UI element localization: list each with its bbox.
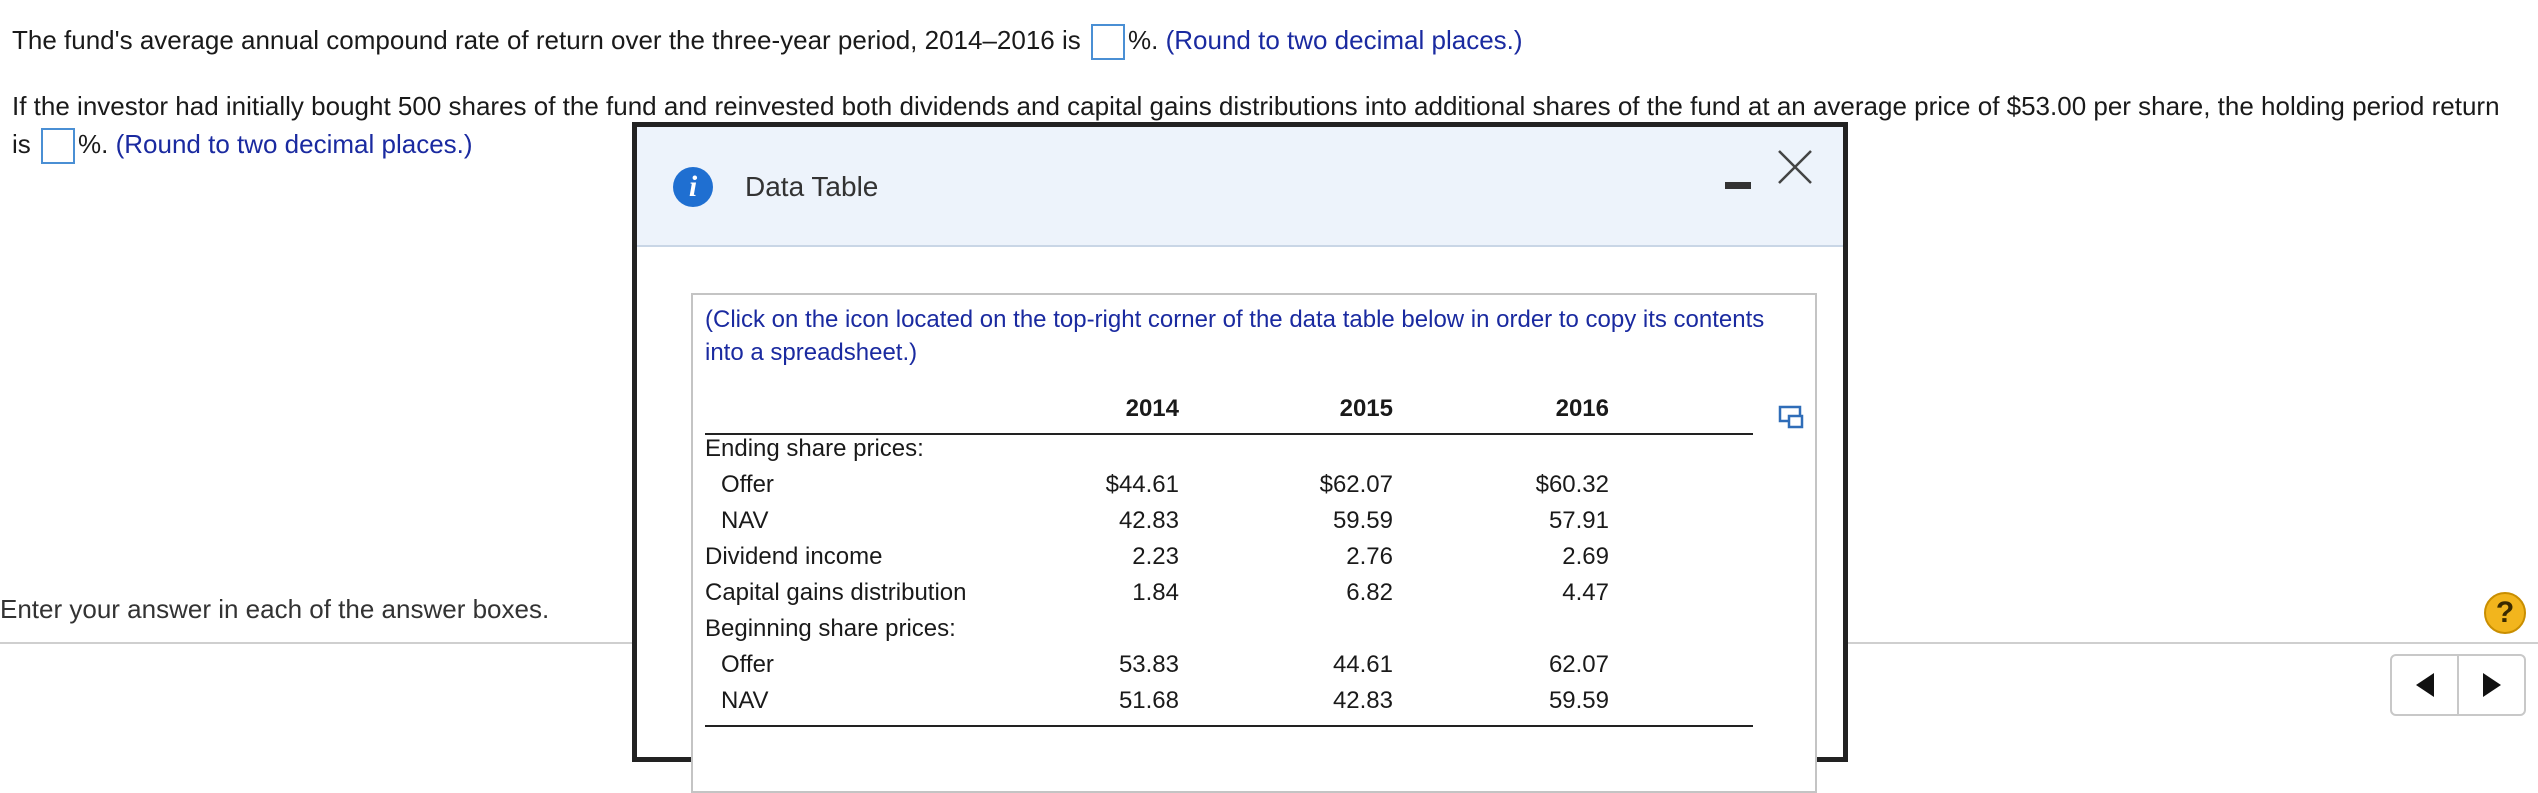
question-line-2 [12, 88, 2500, 124]
rounding-hint-1: (Round to two decimal places.) [1165, 25, 1523, 55]
percent-suffix-2: %. [78, 129, 109, 159]
prev-question-button[interactable] [2392, 656, 2457, 714]
table-cell: 51.68 [1118, 687, 1179, 714]
table-cell: $44.61 [1105, 471, 1179, 498]
row-label: Offer [721, 651, 774, 678]
row-label: NAV [721, 507, 769, 534]
row-label: Capital gains distribution [705, 579, 967, 606]
answer-input-holding-period-return[interactable] [41, 128, 75, 164]
copy-spreadsheet-icon[interactable] [1777, 403, 1805, 431]
table-cell: 42.83 [1332, 687, 1393, 714]
info-icon: i [673, 167, 713, 207]
column-header-2016: 2016 [1555, 395, 1609, 422]
answer-instruction: Enter your answer in each of the answer boxes. [0, 594, 550, 624]
row-label: Offer [721, 471, 774, 498]
question-line-3 [12, 126, 473, 164]
row-label: Dividend income [705, 543, 883, 570]
table-cell: $62.07 [1319, 471, 1393, 498]
data-table-panel [691, 293, 1817, 793]
table-cell: 1.84 [1132, 579, 1179, 606]
table-cell: 44.61 [1332, 651, 1393, 678]
table-row [705, 687, 1753, 723]
table-cell: 59.59 [1548, 687, 1609, 714]
help-icon[interactable]: ? [2484, 592, 2526, 634]
minimize-icon[interactable] [1725, 182, 1751, 189]
table-cell: 4.47 [1562, 579, 1609, 606]
table-cell: 2.23 [1132, 543, 1179, 570]
copy-instruction: (Click on the icon located on the top-right corner of the data table below in order to copy its contents into a spreadsheet.) [705, 306, 1765, 366]
table-cell: 2.69 [1562, 543, 1609, 570]
next-question-button[interactable] [2457, 656, 2524, 714]
table-row [705, 435, 1753, 471]
question-line-1 [12, 22, 1523, 60]
percent-suffix-1: %. [1128, 25, 1159, 55]
column-header-2014: 2014 [1125, 395, 1179, 422]
table-row [705, 507, 1753, 543]
question-text-2: If the investor had initially bought 500 shares of the fund and reinvested both dividends and capital gains distributions into additional shares of the fund at an average price of $53.00 per share, the holding period return [12, 91, 2500, 121]
next-arrow-icon [2481, 672, 2503, 698]
table-cell: $60.32 [1535, 471, 1609, 498]
table-cell: 59.59 [1332, 507, 1393, 534]
table-row [705, 651, 1753, 687]
table-cell: 62.07 [1548, 651, 1609, 678]
dialog-title: Data Table [745, 171, 879, 202]
prev-arrow-icon [2414, 672, 2436, 698]
question-text-3-prefix: is [12, 129, 31, 159]
table-cell: 2.76 [1346, 543, 1393, 570]
question-text-1: The fund's average annual compound rate of return over the three-year period, 2014–2016 is [12, 25, 1081, 55]
table-cell: 6.82 [1346, 579, 1393, 606]
answer-input-compound-return[interactable] [1091, 24, 1125, 60]
column-header-2015: 2015 [1339, 395, 1393, 422]
dialog-header[interactable] [637, 127, 1843, 247]
table-row [705, 615, 1753, 651]
table-cell: 42.83 [1118, 507, 1179, 534]
row-label: Beginning share prices: [705, 615, 956, 642]
data-table-dialog [632, 122, 1848, 762]
table-row [705, 579, 1753, 615]
row-label: Ending share prices: [705, 435, 924, 462]
row-label: NAV [721, 687, 769, 714]
close-icon[interactable] [1775, 147, 1815, 187]
footer-rule [705, 725, 1753, 727]
table-cell: 53.83 [1118, 651, 1179, 678]
table-row [705, 471, 1753, 507]
table-row [705, 543, 1753, 579]
rounding-hint-2: (Round to two decimal places.) [115, 129, 473, 159]
table-cell: 57.91 [1548, 507, 1609, 534]
question-nav [2390, 654, 2526, 716]
